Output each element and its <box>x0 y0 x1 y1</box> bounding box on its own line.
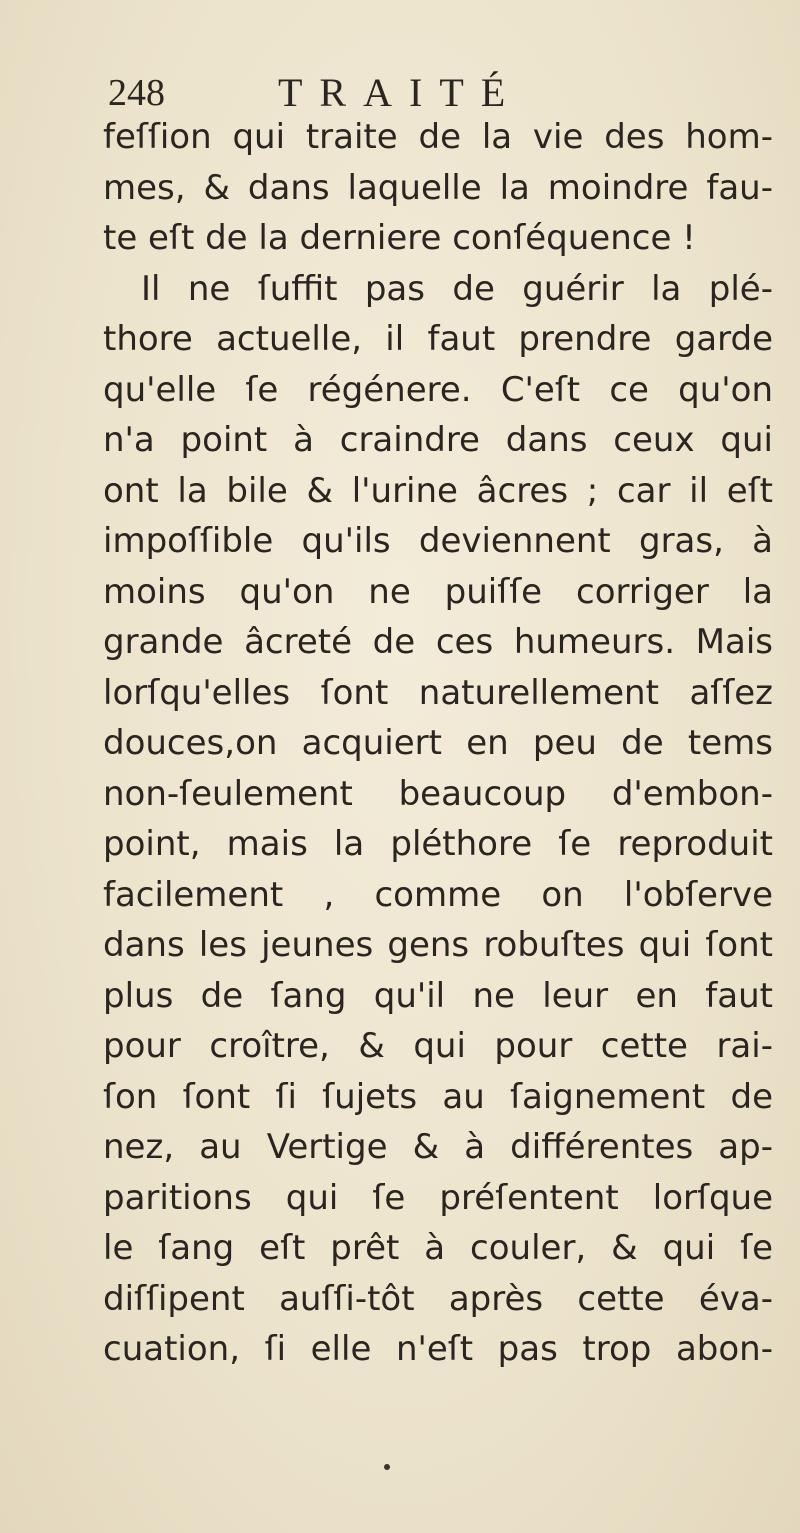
text-line: pour croître, & qui pour cette rai- <box>103 1026 773 1066</box>
text-line: thore actuelle, il faut prendre garde <box>103 319 773 359</box>
ink-dot <box>384 1464 390 1470</box>
text-line: douces,on acquiert en peu de tems <box>103 723 773 763</box>
text-line: cuation, ſi elle n'eſt pas trop abon- <box>103 1329 773 1369</box>
text-line: mes, & dans laquelle la moindre fau- <box>103 167 773 208</box>
text-line: impoſſible qu'ils deviennent gras, à <box>103 521 773 561</box>
text-line: nez, au Vertige & à différentes ap- <box>103 1127 773 1167</box>
text-line: grande âcreté de ces humeurs. Mais <box>103 622 773 662</box>
text-line: qu'elle ſe régénere. C'eſt ce qu'on <box>103 369 773 410</box>
text-line: point, mais la pléthore ſe reproduit <box>103 824 773 864</box>
text-line: plus de ſang qu'il ne leur en faut <box>103 975 773 1016</box>
text-line: non-ſeulement beaucoup d'embon- <box>103 773 773 814</box>
text-line: lorſqu'elles ſont naturellement aſſez <box>103 672 773 713</box>
text-line: diſſipent auſſi-tôt après cette éva- <box>103 1278 773 1319</box>
text-line: feſſion qui traite de la vie des hom- <box>103 117 773 157</box>
text-line: ſon ſont ſi ſujets au ſaignement de <box>103 1076 773 1117</box>
paragraph-first-line: Il ne ſuffit pas de guérir la plé- <box>141 268 773 309</box>
text-line: te eſt de la derniere conſéquence ! <box>103 218 696 258</box>
text-line: moins qu'on ne puiſſe corriger la <box>103 571 773 612</box>
text-line: paritions qui ſe préſentent lorſque <box>103 1177 773 1218</box>
text-line: le ſang eſt prêt à couler, & qui ſe <box>103 1228 773 1268</box>
running-title: TRAITÉ <box>278 70 523 115</box>
body-text <box>103 112 773 1375</box>
text-line: facilement , comme on l'obſerve <box>103 874 773 915</box>
text-line: ont la bile & l'urine âcres ; car il eſt <box>103 470 773 511</box>
running-head <box>108 68 668 118</box>
page-number: 248 <box>108 72 165 114</box>
text-line: n'a point à craindre dans ceux qui <box>103 420 773 460</box>
text-line: dans les jeunes gens robuſtes qui ſont <box>103 925 773 965</box>
